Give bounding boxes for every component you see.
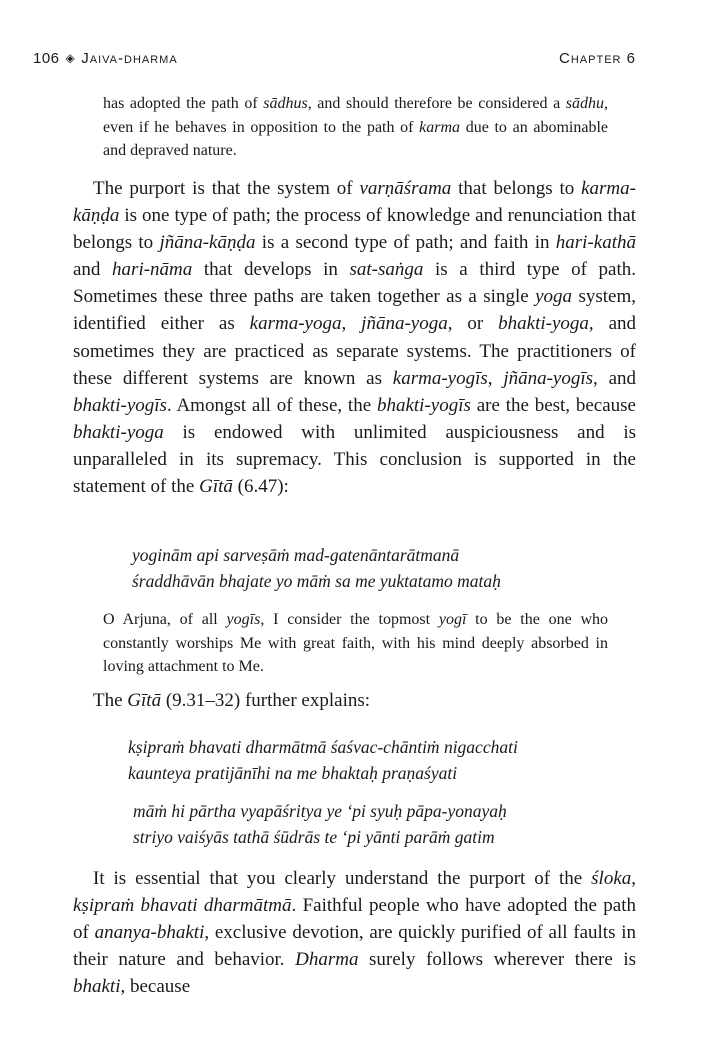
block-quote-2: O Arjuna, of all yogīs, I consider the topmost yogī to be the one who constantly worships Me with great faith, with his mind deeply absorbed in loving attachment to Me. (103, 611, 609, 675)
chapter-title: Chapter 6 (559, 50, 636, 67)
block-quote-1: has adopted the path of sādhus, and should therefore be considered a sādhu, even if he behaves in opposition to the path of karma due to an abominable and depraved nature. (103, 95, 609, 159)
paragraph-1 (73, 175, 636, 500)
lead-in-line: The Gītā (9.31–32) further explains: (93, 690, 371, 711)
diamond-ornament-icon: ◈ (65, 51, 76, 65)
verse-line: striyo vaiśyās tathā śūdrās te ‘pi yānti parāṁ gatim (133, 826, 495, 847)
verse-line: śraddhāvān bhajate yo māṁ sa me yuktatamo mataḥ (132, 570, 501, 591)
verse-line: māṁ hi pārtha vyapāśritya ye ‘pi syuḥ pāpa-yonayaḥ (133, 801, 507, 821)
header-left (33, 50, 178, 67)
paragraph-2-text: It is essential that you clearly understand the purport of the śloka, kṣipraṁ bhavati dharmātmā. Faithful people who have adopted the path of ananya-bhakti, exclusive devotion, are quickly purified of all faults in their nature and behavior. Dharma surely follows wherever there is bhakti, because (73, 868, 637, 998)
verse-2 (128, 735, 518, 786)
verse-3 (133, 799, 507, 850)
running-header (33, 50, 636, 67)
page-number: 106 (33, 50, 60, 67)
paragraph-2 (73, 865, 636, 1000)
verse-line: kaunteya pratijānīhi na me bhaktaḥ praṇaśyati (128, 762, 458, 783)
verse-1 (132, 543, 501, 594)
book-title: Jaiva-dharma (81, 50, 178, 67)
verse-line: kṣipraṁ bhavati dharmātmā śaśvac-chāntiṁ nigacchati (128, 737, 518, 757)
paragraph-1-text: The purport is that the system of varṇāśrama that belongs to karma-kāṇḍa is one type of path; the process of knowledge and renunciation that belongs to jñāna-kāṇḍa is a second type of path; and faith in hari-kathā and hari-nāma that develops in sat-saṅga is a third type of path. Sometimes these three paths are taken together as a single yoga system, identified either as karma-yoga, jñāna-yoga, or bhakti-yoga, and sometimes they are practiced as separate systems. The practitioners of these different systems are known as karma-yogīs, jñāna-yogīs, and bhakti-yogīs. Amongst all of these, the bhakti-yogīs are the best, because bhakti-yoga is endowed with unlimited auspiciousness and is unparalleled in its supremacy. This conclusion is supported in the statement of the Gītā (6.47): (73, 178, 637, 498)
verse-line: yoginām api sarveṣāṁ mad-gatenāntarātmanā (132, 545, 460, 565)
